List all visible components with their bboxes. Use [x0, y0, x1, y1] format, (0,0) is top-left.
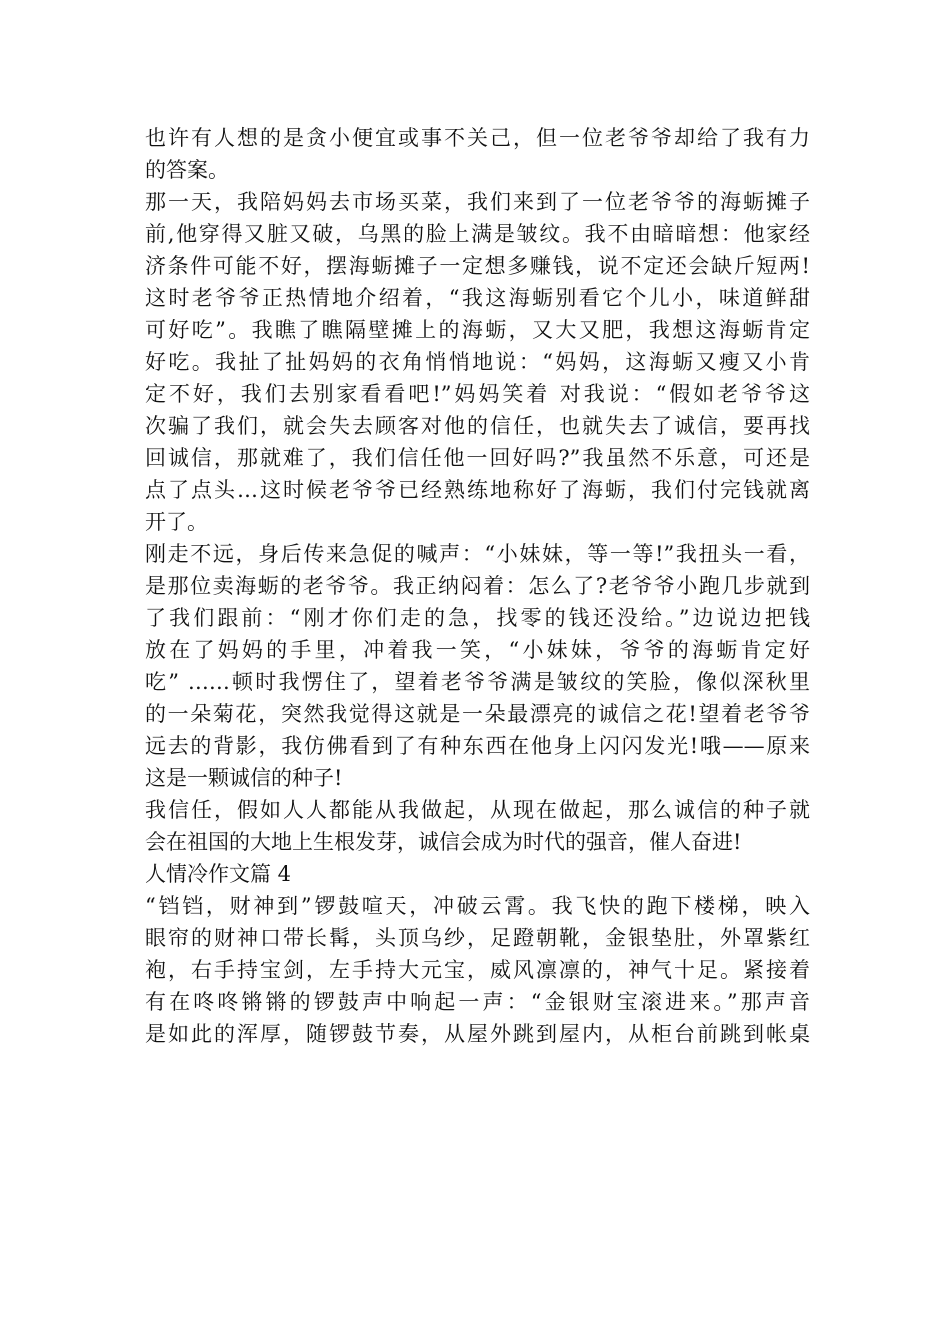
text-line: 也许有人想的是贪小便宜或事不关己，但一位老爷爷却给了我有力: [145, 126, 810, 150]
text-line: 定不好，我们去别家看看吧!”妈妈笑着 对我说：“假如老爷爷这: [145, 382, 810, 406]
text-line: 远去的背影，我仿佛看到了有种东西在他身上闪闪发光!哦——原来: [145, 734, 810, 758]
article-body: [145, 122, 810, 1050]
text-line: 的一朵菊花，突然我觉得这就是一朵最漂亮的诚信之花!望着老爷爷: [145, 702, 810, 726]
text-line: 我信任，假如人人都能从我做起，从现在做起，那么诚信的种子就: [145, 798, 810, 822]
text-line: 放在了妈妈的手里，冲着我一笑，“小妹妹，爷爷的海蛎肯定好: [145, 638, 810, 662]
text-line: “铛铛，财神到”锣鼓喧天，冲破云霄。我飞快的跑下楼梯，映入: [145, 894, 810, 918]
text-line: 点了点头…这时候老爷爷已经熟练地称好了海蛎，我们付完钱就离: [145, 478, 810, 502]
text-line: 那一天，我陪妈妈去市场买菜，我们来到了一位老爷爷的海蛎摊子: [145, 190, 810, 214]
text-line: 济条件可能不好，摆海蛎摊子一定想多赚钱，说不定还会缺斤短两!: [145, 254, 810, 278]
text-line: 的答案。: [145, 158, 229, 182]
text-line: 次骗了我们，就会失去顾客对他的信任，也就失去了诚信，要再找: [145, 414, 810, 438]
text-line: 可好吃”。我瞧了瞧隔壁摊上的海蛎，又大又肥，我想这海蛎肯定: [145, 318, 810, 342]
text-line: 好吃。我扯了扯妈妈的衣角悄悄地说：“妈妈，这海蛎又瘦又小肯: [145, 350, 810, 374]
text-line: 有在咚咚锵锵的锣鼓声中响起一声：“金银财宝滚进来。”那声音: [145, 990, 810, 1014]
text-line: 开了。: [145, 510, 208, 534]
text-line: 吃” ……顿时我愣住了，望着老爷爷满是皱纹的笑脸，像似深秋里: [145, 670, 810, 694]
text-line: 会在祖国的大地上生根发芽，诚信会成为时代的强音，催人奋进!: [145, 830, 742, 854]
text-line: 是如此的浑厚，随锣鼓节奏，从屋外跳到屋内，从柜台前跳到帐桌: [145, 1022, 810, 1046]
text-line: 是那位卖海蛎的老爷爷。我正纳闷着：怎么了?老爷爷小跑几步就到: [145, 574, 810, 598]
text-line: 眼帘的财神口带长髯，头顶乌纱，足蹬朝靴，金银垫肚，外罩紫红: [145, 926, 810, 950]
text-line: 刚走不远，身后传来急促的喊声：“小妹妹，等一等!”我扭头一看，: [145, 542, 810, 566]
text-line: 这时老爷爷正热情地介绍着，“我这海蛎别看它个儿小，味道鲜甜: [145, 286, 810, 310]
text-line: 这是一颗诚信的种子!: [145, 766, 343, 790]
text-line: 前,他穿得又脏又破，乌黑的脸上满是皱纹。我不由暗暗想：他家经: [145, 222, 810, 246]
text-line: 袍，右手持宝剑，左手持大元宝，威风凛凛的，神气十足。紧接着: [145, 958, 810, 982]
text-line: 人情冷作文篇 4: [145, 862, 292, 886]
text-line: 了我们跟前：“刚才你们走的急，找零的钱还没给。”边说边把钱: [145, 606, 810, 630]
text-line: 回诚信，那就难了，我们信任他一回好吗?”我虽然不乐意，可还是: [145, 446, 810, 470]
